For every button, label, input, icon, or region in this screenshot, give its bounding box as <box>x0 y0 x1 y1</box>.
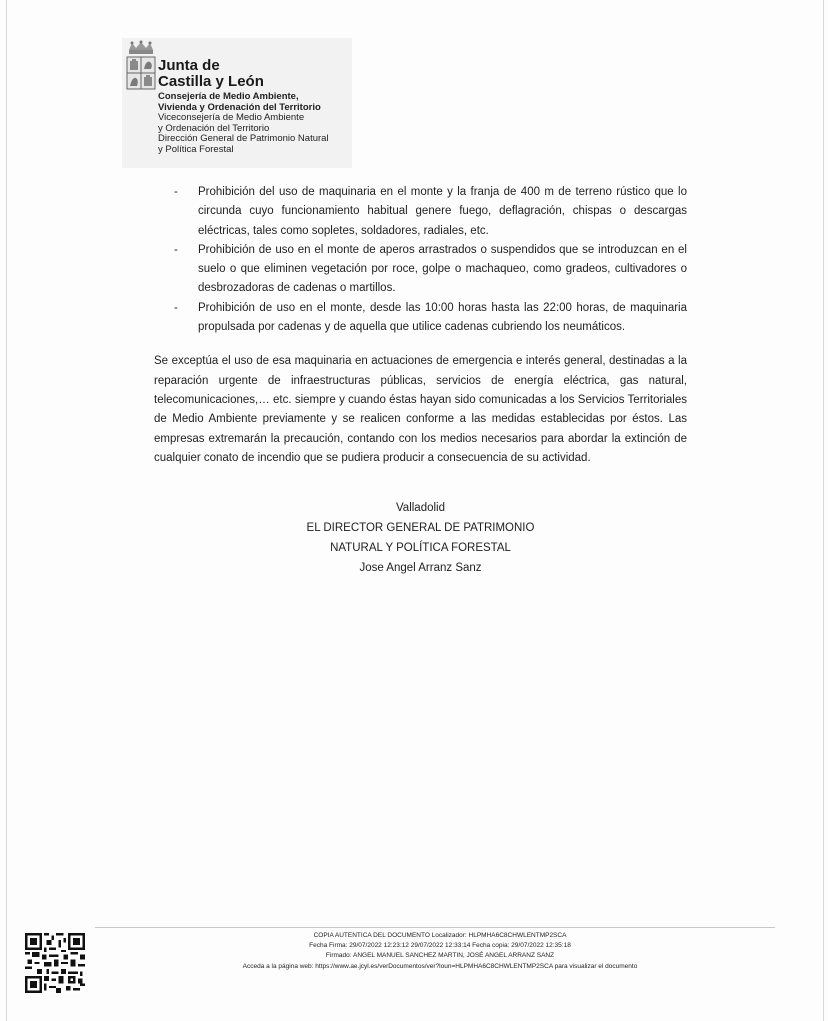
crown-icon <box>126 40 156 56</box>
signature-place: Valladolid <box>395 502 445 514</box>
bullet-marker: - <box>174 243 178 256</box>
signature-block <box>154 498 687 578</box>
page-edge-left <box>6 0 7 1021</box>
signatory-name: Jose Angel Arranz Sanz <box>359 562 482 574</box>
bullet-marker: - <box>174 301 178 314</box>
prohibition-list <box>154 183 687 337</box>
footer-line: Acceda a la página web: https://www.ae.jcyl.es/verDocumentos/ver?loun=HLPMHA6C8CHWLENTMP2SCA para visualizar el documento <box>242 962 638 970</box>
list-item-text: Prohibición del uso de maquinaria en el monte y la franja de 400 m de terreno rústico que lo circunda cuyo funcionamiento habitual genere fuego, deflagración, chispas o descargas eléctricas, tales como sopletes, soldadores, radiales, etc. <box>198 186 687 237</box>
list-item-text: Prohibición de uso en el monte, desde las 10:00 horas hasta las 22:00 horas, de maquinaria propulsada por cadenas y de aquella que utilice cadenas cubriendo los neumáticos. <box>198 301 687 334</box>
dept-line: Vivienda y Ordenación del Territorio <box>158 101 321 113</box>
footer-line: Firmado: ANGEL MANUEL SANCHEZ MARTIN, JOSÉ ANGEL ARRANZ SANZ <box>325 952 555 960</box>
list-item <box>154 183 687 241</box>
org-name-line1: Junta de <box>158 57 220 74</box>
signature-title-line1: EL DIRECTOR GENERAL DE PATRIMONIO <box>306 522 535 534</box>
footer-divider <box>95 927 775 928</box>
dept-line: Dirección General de Patrimonio Natural <box>158 133 329 144</box>
bullet-marker: - <box>174 186 178 198</box>
dept-line: Viceconsejería de Medio Ambiente <box>158 112 305 123</box>
footer-line: COPIA AUTENTICA DEL DOCUMENTO Localizador: HLPMHA6C8CHWLENTMP2SCA <box>313 932 567 939</box>
dept-line: y Ordenación del Territorio <box>158 122 270 134</box>
qr-code-icon <box>25 933 85 993</box>
department-block <box>158 92 329 155</box>
dept-line: y Política Forestal <box>158 143 234 155</box>
footer-verification <box>140 931 740 972</box>
list-item <box>154 299 687 338</box>
exception-paragraph: Se exceptúa el uso de esa maquinaria en actuaciones de emergencia e interés general, destinadas a la reparación urgente de infraestructuras públicas, servicios de energía eléctrica, gas natural, telecomunicaciones,… etc. siempre y cuando éstas hayan sido comunicadas a los Servicios Territoriales de Medio Ambiente previamente y se realicen conforme a las medidas establecidas por éstos. Las empresas extremarán la precaución, contando con los medios necesarios para abordar la extinción de cualquier conato de incendio que se pudiera producir a consecuencia de su actividad. <box>154 355 687 464</box>
org-name <box>158 58 264 90</box>
page-edge-right <box>823 0 824 1021</box>
coat-of-arms-icon <box>126 56 156 90</box>
list-item <box>154 241 687 299</box>
list-item-text: Prohibición de uso en el monte de aperos arrastrados o suspendidos que se introduzcan en el suelo o que eliminen vegetación por roce, golpe o machaqueo, como gradeos, cultivadores o desbrozadoras de cadenas o martillos. <box>198 243 687 295</box>
footer-line: Fecha Firma: 29/07/2022 12:23:12 29/07/2022 12:33:14 Fecha copia: 29/07/2022 12:35:18 <box>309 942 571 950</box>
org-name-line2: Castilla y León <box>158 73 264 90</box>
letterhead <box>122 38 352 168</box>
document-body <box>154 183 687 480</box>
signature-title-line2: NATURAL Y POLÍTICA FORESTAL <box>330 542 511 554</box>
dept-line: Consejería de Medio Ambiente, <box>158 91 299 102</box>
